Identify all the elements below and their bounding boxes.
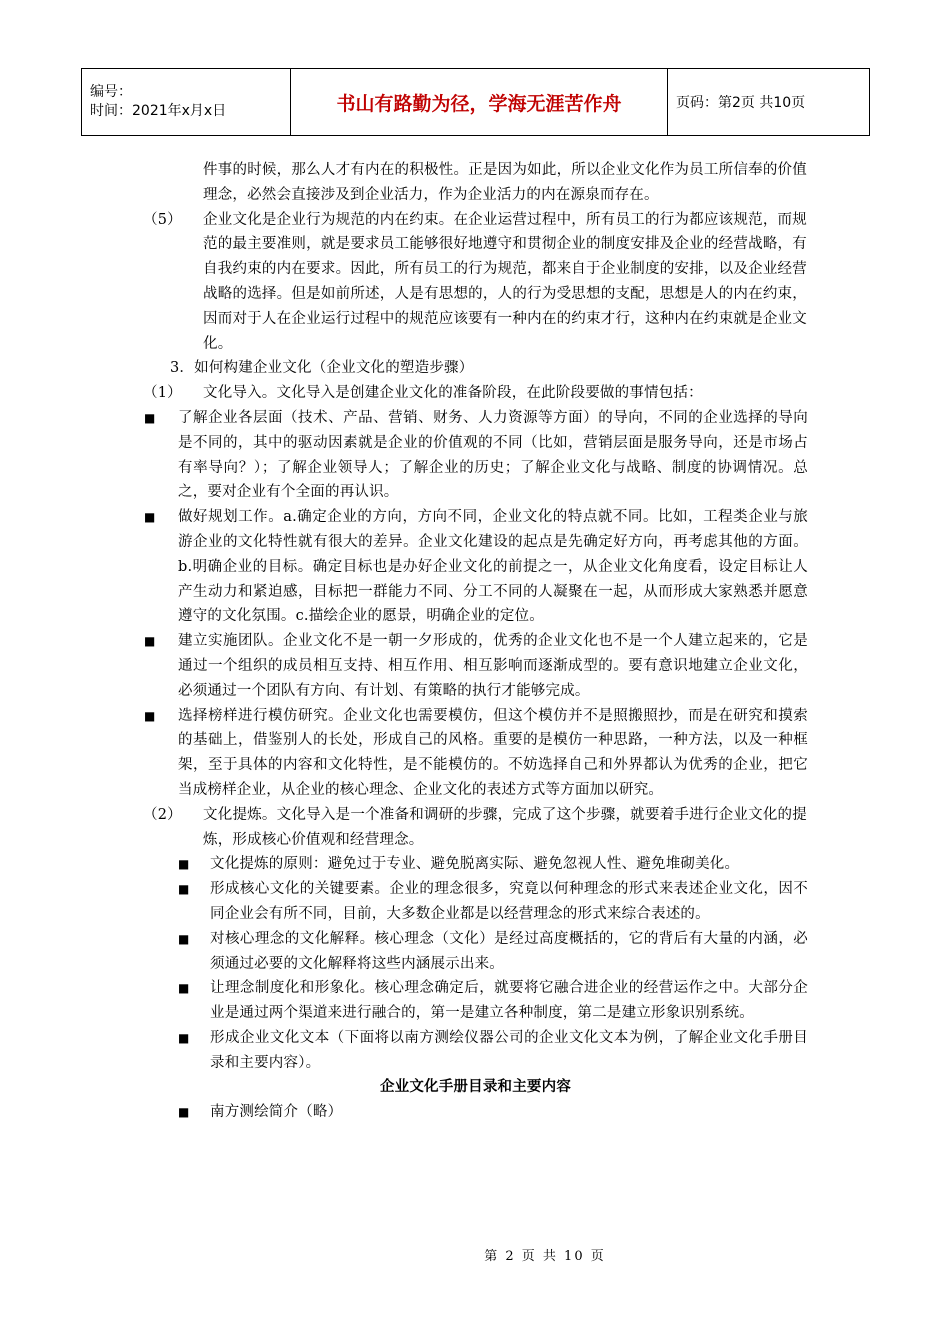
header-meta — [82, 69, 291, 136]
step-1-text: 文化导入。文化导入是创建企业文化的准备阶段，在此阶段要做的事情包括： — [203, 385, 703, 402]
page-header — [81, 68, 870, 136]
step-2 — [143, 803, 807, 853]
list-item-text: 形成核心文化的关键要素。企业的理念很多，究竟以何种理念的形式来表述企业文化，因不同企业会有所不同，目前，大多数企业都是以经营理念的形式来综合表述的。 — [210, 881, 808, 922]
list-item — [144, 406, 808, 505]
list-item-text: 文化提炼的原则：避免过于专业、避免脱离实际、避免忽视人性、避免堆砌美化。 — [210, 856, 740, 873]
list-item — [178, 852, 808, 877]
list-item — [144, 629, 808, 703]
list-item-text: 选择榜样进行模仿研究。企业文化也需要模仿，但这个模仿并不是照搬照抄，而是在研究和摸索的基础上，借鉴别人的长处，形成自己的风格。重要的是模仿一种思路，一种方法，以及一种框架，至于具体的内容和文化特性，是不能模仿的。不妨选择自己和外界都认为优秀的企业，把它当成榜样企业，从企业的核心理念、企业文化的表述方式等方面加以研究。 — [178, 707, 808, 798]
step-2-number: （2） — [143, 806, 182, 823]
list-item — [178, 976, 808, 1026]
item-5-text: 企业文化是企业行为规范的内在约束。在企业运营过程中，所有员工的行为都应该规范，而规范的最主要准则，就是要求员工能够很好地遵守和贯彻企业的制度安排及企业的经营战略，有自我约束的内在要求。因此，所有员工的行为规范，都来自于企业制度的安排，以及企业经营战略的选择。但是如前所述，人是有思想的，人的行为受思想的支配，思想是人的内在约束，因而对于人在企业运行过程中的规范应该要有一种内在的约束才行，这种内在约束就是企业文化。 — [203, 211, 807, 352]
list-item-text: 了解企业各层面（技术、产品、营销、财务、人力资源等方面）的导向，不同的企业选择的导向是不同的，其中的驱动因素就是企业的价值观的不同（比如，营销层面是服务导向，还是市场占有率导向？）；了解企业领导人；了解企业的历史；了解企业文化与战略、制度的协调情况。总之，要对企业有个全面的再认识。 — [178, 409, 808, 501]
bullet-icon: ■ — [144, 708, 156, 723]
step-2-text: 文化提炼。文化导入是一个准备和调研的步骤，完成了这个步骤，就要着手进行企业文化的提炼，形成核心价值观和经营理念。 — [203, 806, 807, 848]
bullet-icon: ■ — [178, 882, 190, 897]
list-item-text: 建立实施团队。企业文化不是一朝一夕形成的，优秀的企业文化也不是一个人建立起来的，它是通过一个组织的成员相互支持、相互作用、相互影响而逐渐成型的。要有意识地建立企业文化，必须通过一个团队有方向、有计划、有策略的执行才能够完成。 — [178, 633, 808, 699]
list-item — [178, 877, 808, 927]
item-5 — [143, 208, 807, 357]
section-3-heading: 3．如何构建企业文化（企业文化的塑造步骤） — [170, 360, 474, 377]
header-date-label: 时间：2021年x月x日 — [90, 103, 227, 119]
list-item-text: 让理念制度化和形象化。核心理念确定后，就要将它融合进企业的经营运作之中。大部分企业是通过两个渠道来进行融合的，第一是建立各种制度，第二是建立形象识别系统。 — [210, 980, 808, 1022]
bullet-icon: ■ — [178, 1030, 190, 1045]
document-body — [0, 158, 950, 1125]
list-item-text: 南方测绘简介（略） — [210, 1104, 343, 1121]
bullet-icon: ■ — [178, 931, 190, 946]
list-item-text: 做好规划工作。a.确定企业的方向，方向不同，企业文化的特点就不同。比如，工程类企业与旅游企业的文化特性就有很大的差异。企业文化建设的起点是先确定好方向，再考虑其他的方面。b.明确企业的目标。确定目标也是办好企业文化的前提之一，从企业文化角度看，设定目标让人产生动力和紧迫感，目标把一群能力不同、分工不同的人凝聚在一起，从而形成大家熟悉并愿意遵守的文化氛围。c.描绘企业的愿景，明确企业的定位。 — [178, 509, 808, 625]
header-number-label: 编号： — [90, 84, 132, 100]
list-item-text: 形成企业文化文本（下面将以南方测绘仪器公司的企业文化文本为例，了解企业文化手册目录和主要内容）。 — [210, 1029, 808, 1071]
bullet-icon: ■ — [178, 981, 190, 996]
step-1 — [143, 381, 807, 406]
header-page-info: 页码：第2页 共10页 — [668, 69, 870, 136]
header-motto: 书山有路勤为径，学海无涯苦作舟 — [291, 69, 668, 136]
list-item — [178, 927, 808, 977]
item-5-number: （5） — [143, 211, 182, 228]
list-item-text: 对核心理念的文化解释。核心理念（文化）是经过高度概括的，它的背后有大量的内涵，必须通过必要的文化解释将这些内涵展示出来。 — [210, 930, 808, 972]
page-footer — [0, 1245, 950, 1264]
bullet-icon: ■ — [178, 857, 190, 872]
bullet-icon: ■ — [144, 510, 156, 525]
paragraph-continuation: 件事的时候，那么人才有内在的积极性。正是因为如此，所以企业文化作为员工所信奉的价值理念，必然会直接涉及到企业活力，作为企业活力的内在源泉而存在。 — [203, 162, 807, 203]
manual-title: 企业文化手册目录和主要内容 — [379, 1078, 572, 1096]
footer-page-number: 第 2 页 共 10 页 — [484, 1249, 606, 1264]
bullet-icon: ■ — [178, 1105, 190, 1120]
bullet-icon: ■ — [144, 634, 156, 649]
list-item — [144, 704, 808, 803]
step-1-number: （1） — [143, 385, 182, 402]
bullet-icon: ■ — [144, 410, 156, 425]
list-item — [178, 1026, 808, 1076]
list-item — [144, 505, 808, 629]
list-item — [178, 1100, 808, 1125]
